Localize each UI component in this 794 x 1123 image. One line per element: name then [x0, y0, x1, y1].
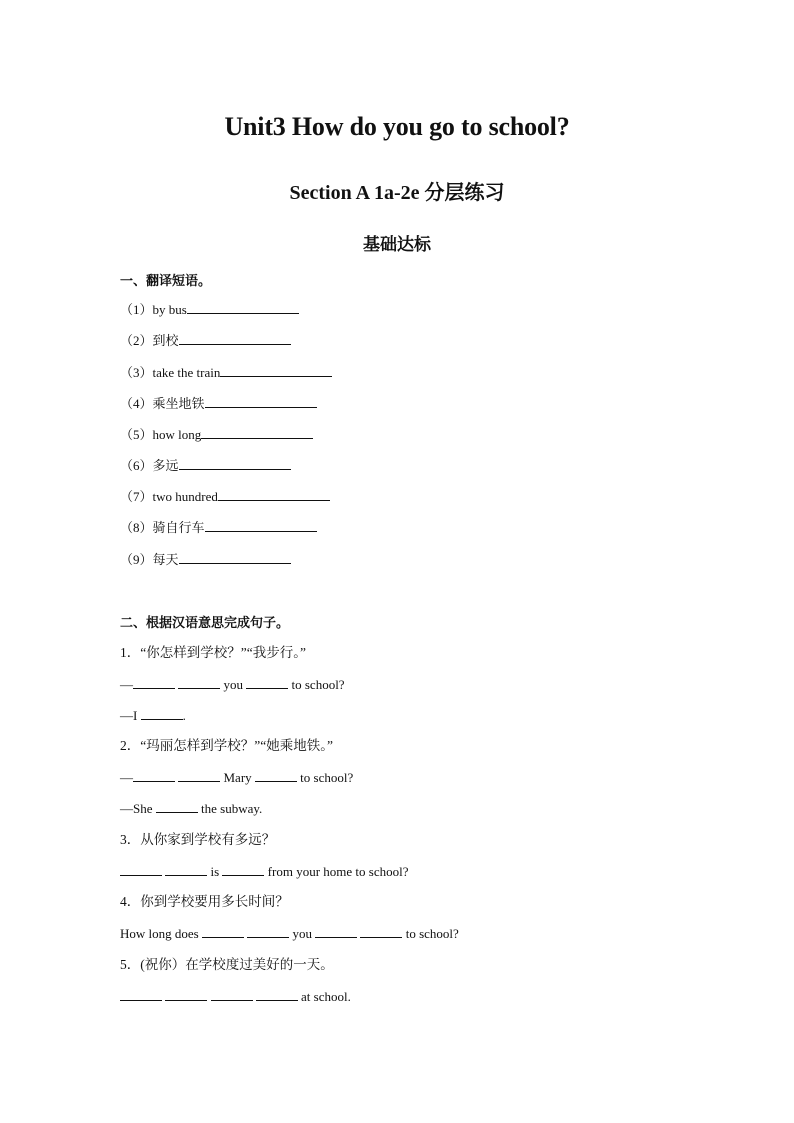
- answer-blank[interactable]: [256, 987, 298, 1001]
- list-item: [120, 331, 291, 350]
- answer-blank[interactable]: [247, 924, 289, 938]
- answer-blank[interactable]: [222, 862, 264, 876]
- answer-blank[interactable]: [211, 987, 253, 1001]
- answer-text: Mary: [223, 770, 252, 785]
- answer-blank[interactable]: [255, 768, 297, 782]
- answer-blank[interactable]: [120, 862, 162, 876]
- answer-blank[interactable]: [179, 331, 291, 345]
- answer-text: you: [223, 677, 243, 692]
- section-subtitle: Section A 1a-2e 分层练习: [289, 182, 505, 204]
- list-item: [120, 518, 317, 537]
- answer-blank[interactable]: [133, 768, 175, 782]
- phrase-text: （2）到校: [120, 333, 179, 348]
- level-heading: 基础达标: [363, 235, 431, 254]
- answer-text: you: [292, 926, 312, 941]
- list-item: [120, 487, 330, 506]
- answer-text: —She: [120, 801, 153, 816]
- question-prompt: 4．你到学校要用多长时间？: [120, 894, 289, 909]
- list-item: [120, 456, 291, 475]
- part1-heading: 一、翻译短语。: [120, 273, 212, 288]
- list-item: [120, 363, 332, 382]
- answer-blank[interactable]: [218, 487, 330, 501]
- answer-line: [120, 987, 351, 1006]
- dash-text: —: [120, 677, 133, 692]
- question-prompt: 1．“你怎样到学校？”“我步行。”: [120, 645, 306, 660]
- answer-blank[interactable]: [120, 987, 162, 1001]
- answer-blank[interactable]: [201, 425, 313, 439]
- dash-text: —: [120, 770, 133, 785]
- answer-blank[interactable]: [178, 675, 220, 689]
- answer-text: from your home to school?: [267, 864, 409, 879]
- phrase-text: （7）two hundred: [120, 489, 218, 504]
- answer-text: is: [210, 864, 220, 879]
- answer-text: at school.: [301, 989, 351, 1004]
- phrase-text: （8）骑自行车: [120, 520, 205, 535]
- phrase-text: （1）by bus: [120, 302, 187, 317]
- answer-line: [120, 924, 459, 943]
- answer-line: [120, 799, 262, 818]
- phrase-text: （4）乘坐地铁: [120, 396, 205, 411]
- answer-blank[interactable]: [205, 518, 317, 532]
- phrase-text: （3）take the train: [120, 365, 221, 380]
- answer-blank[interactable]: [220, 363, 332, 377]
- answer-blank[interactable]: [360, 924, 402, 938]
- answer-text: .: [182, 708, 186, 723]
- answer-text: How long does: [120, 926, 199, 941]
- answer-blank[interactable]: [179, 456, 291, 470]
- answer-blank[interactable]: [165, 987, 207, 1001]
- list-item: [120, 394, 317, 413]
- answer-line: [120, 706, 186, 725]
- answer-blank[interactable]: [133, 675, 175, 689]
- phrase-text: （5）how long: [120, 427, 202, 442]
- answer-line: [120, 675, 345, 694]
- answer-text: —I: [120, 708, 138, 723]
- answer-blank[interactable]: [141, 706, 183, 720]
- answer-blank[interactable]: [165, 862, 207, 876]
- answer-blank[interactable]: [202, 924, 244, 938]
- answer-text: to school?: [291, 677, 345, 692]
- answer-blank[interactable]: [246, 675, 288, 689]
- part2-heading: 二、根据汉语意思完成句子。: [120, 615, 290, 630]
- list-item: [120, 300, 299, 319]
- answer-blank[interactable]: [187, 300, 299, 314]
- phrase-text: （6）多远: [120, 458, 179, 473]
- answer-blank[interactable]: [315, 924, 357, 938]
- answer-blank[interactable]: [205, 394, 317, 408]
- answer-line: [120, 768, 353, 787]
- page-title: Unit3 How do you go to school?: [224, 112, 570, 141]
- answer-text: to school?: [300, 770, 354, 785]
- phrase-text: （9）每天: [120, 552, 179, 567]
- answer-text: to school?: [405, 926, 459, 941]
- list-item: [120, 425, 313, 444]
- question-prompt: 5．(祝你）在学校度过美好的一天。: [120, 957, 334, 972]
- answer-blank[interactable]: [179, 550, 291, 564]
- question-prompt: 2．“玛丽怎样到学校？”“她乘地铁。”: [120, 738, 333, 753]
- answer-blank[interactable]: [178, 768, 220, 782]
- list-item: [120, 550, 291, 569]
- answer-text: the subway.: [201, 801, 263, 816]
- answer-blank[interactable]: [156, 799, 198, 813]
- answer-line: [120, 862, 408, 881]
- question-prompt: 3．从你家到学校有多远？: [120, 832, 276, 847]
